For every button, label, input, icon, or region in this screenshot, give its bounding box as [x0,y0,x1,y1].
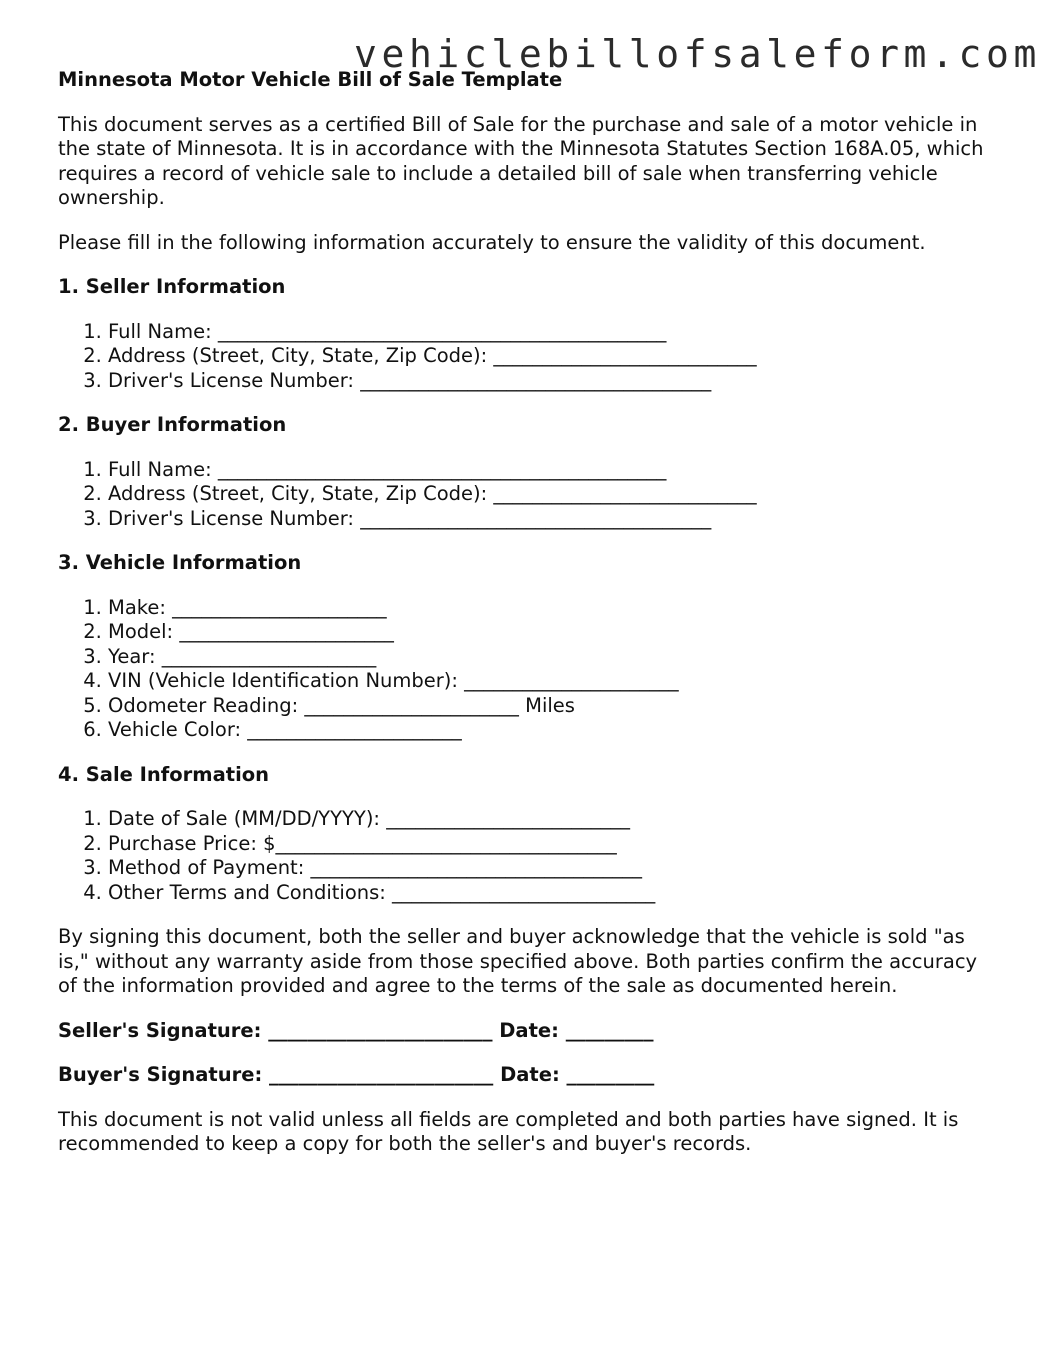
footer-paragraph: This document is not valid unless all fields are completed and both parties have signed. It is recommended to keep a copy for both the seller's and buyer's records. [58,1107,959,1155]
intro-paragraph: This document serves as a certified Bill of Sale for the purchase and sale of a motor vehicle in the state of Minnesota. It is in accordance with the Minnesota Statutes Section 168A.05, which requires a record of vehicle sale to include a detailed bill of sale when transferring vehicle ownership. [58,112,984,209]
seller-address-field: 2. Address (Street, City, State, Zip Code): ___________________________ [108,344,988,369]
buyer-address-field: 2. Address (Street, City, State, Zip Code): ___________________________ [108,482,988,507]
seller-field-list [58,320,988,394]
buyer-section-heading: 2. Buyer Information [58,413,287,436]
watermark: vehiclebillofsaleform.com [354,32,1041,76]
vehicle-model-field: 2. Model: ______________________ [108,620,988,645]
sale-payment-method-field: 3. Method of Payment: __________________________________ [108,856,988,881]
vehicle-odometer-field: 5. Odometer Reading: ______________________ Miles [108,694,988,719]
document-page [58,68,988,1157]
vehicle-field-list [58,596,988,743]
sale-price-field: 2. Purchase Price: $___________________________________ [108,832,988,857]
sale-field-list [58,807,988,905]
sale-section-heading: 4. Sale Information [58,762,270,786]
seller-signature-line: Seller's Signature: _______________________ Date: _________ [58,1018,654,1042]
vehicle-make-field: 1. Make: ______________________ [108,596,988,621]
acknowledgement-paragraph: By signing this document, both the seller and buyer acknowledge that the vehicle is sold "as is," without any warranty aside from those specified above. Both parties confirm the accuracy of the information provided and agree to the terms of the sale as documented herein. [58,925,978,997]
vehicle-year-field: 3. Year: ______________________ [108,645,988,670]
buyer-full-name-field: 1. Full Name: ______________________________________________ [108,458,988,483]
seller-license-field: 3. Driver's License Number: ____________________________________ [108,369,988,394]
buyer-field-list [58,458,988,532]
document-title: Minnesota Motor Vehicle Bill of Sale Template [58,68,563,91]
seller-section-heading: 1. Seller Information [58,275,286,298]
sale-date-field: 1. Date of Sale (MM/DD/YYYY): _________________________ [108,807,988,832]
vehicle-section-heading: 3. Vehicle Information [58,551,302,574]
vehicle-color-field: 6. Vehicle Color: ______________________ [108,718,988,743]
instruction-paragraph: Please fill in the following information accurately to ensure the validity of this document. [58,230,926,254]
buyer-signature-line: Buyer's Signature: _______________________ Date: _________ [58,1063,655,1086]
buyer-license-field: 3. Driver's License Number: ____________________________________ [108,507,988,532]
sale-terms-field: 4. Other Terms and Conditions: ___________________________ [108,881,988,906]
seller-full-name-field: 1. Full Name: ______________________________________________ [108,320,988,345]
vehicle-vin-field: 4. VIN (Vehicle Identification Number): ______________________ [108,669,988,694]
